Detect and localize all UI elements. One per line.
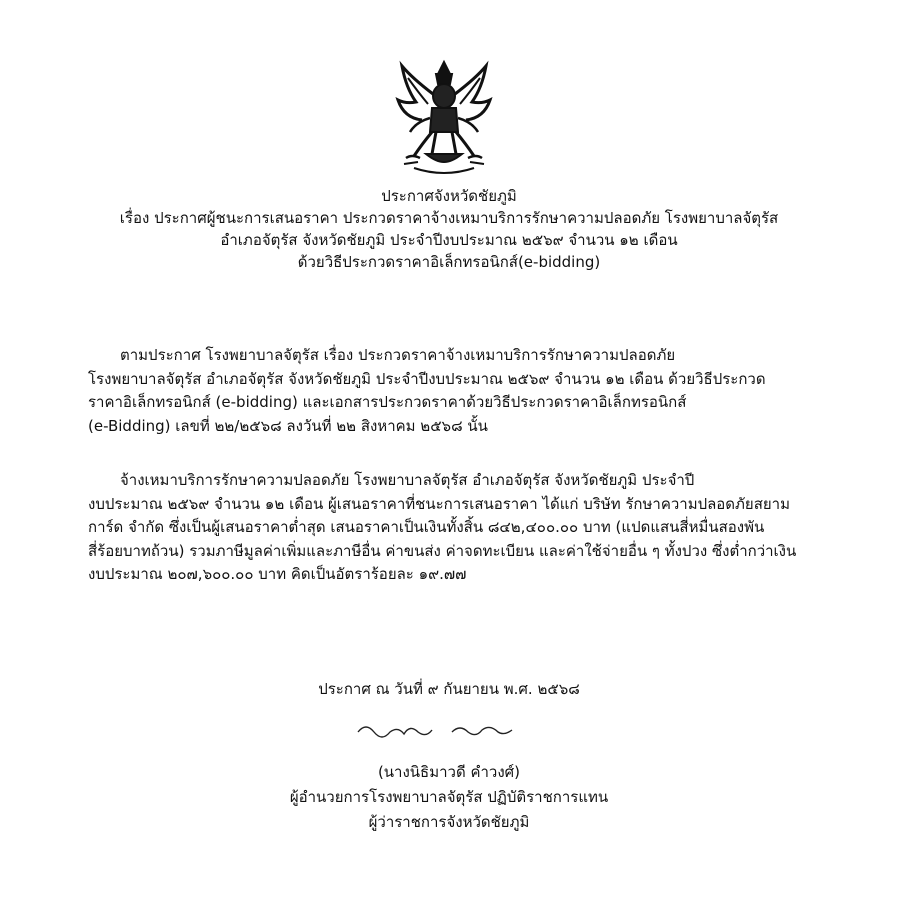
paragraph-2-line: จ้างเหมาบริการรักษาความปลอดภัย โรงพยาบาลจัตุรัส อำเภอจัตุรัส จังหวัดชัยภูมิ ประจำปี [120,471,695,489]
paragraph-2-line: สี่ร้อยบาทถ้วน) รวมภาษีมูลค่าเพิ่มและภาษีอื่น ค่าขนส่ง ค่าจดทะเบียน และค่าใช้จ่ายอื่น ๆ ทั้งปวง ซึ่งต่ำกว่าเงิน [88,541,797,560]
paragraph-1 [88,344,808,438]
paragraph-2 [88,469,808,587]
header-line-1: ประกาศจังหวัดชัยภูมิ [381,187,517,205]
paragraph-1-line: ตามประกาศ โรงพยาบาลจัตุรัส เรื่อง ประกวดราคาจ้างเหมาบริการรักษาความปลอดภัย [120,346,676,364]
paragraph-2-line: งบประมาณ ๒๕๖๙ จำนวน ๑๒ เดือน ผู้เสนอราคาที่ชนะการเสนอราคา ได้แก่ บริษัท รักษาความปลอดภัยสยาม [88,494,790,513]
handwritten-signature [352,716,532,744]
paragraph-2-line: งบประมาณ ๒๐๗,๖๐๐.๐๐ บาท คิดเป็นอัตราร้อยละ ๑๙.๗๗ [88,565,467,583]
signer-name: (นางนิธิมาวดี คำวงศ์) [377,763,521,781]
paragraph-1-line: โรงพยาบาลจัตุรัส อำเภอจัตุรัส จังหวัดชัยภูมิ ประจำปีงบประมาณ ๒๕๖๙ จำนวน ๑๒ เดือน ด้วยวิธีประกวด [88,369,766,388]
paragraph-1-line: ราคาอิเล็กทรอนิกส์ (e-bidding) และเอกสารประกวดราคาด้วยวิธีประกวดราคาอิเล็กทรอนิกส์ [88,393,687,411]
garuda-emblem-icon [392,58,496,180]
header-line-3: อำเภอจัตุรัส จังหวัดชัยภูมิ ประจำปีงบประมาณ ๒๕๖๙ จำนวน ๑๒ เดือน [220,231,678,249]
paragraph-1-line: (e-Bidding) เลขที่ ๒๒/๒๕๖๘ ลงวันที่ ๒๒ สิงหาคม ๒๕๖๘ นั้น [88,416,488,435]
announce-date: ประกาศ ณ วันที่ ๙ กันยายน พ.ศ. ๒๕๖๘ [318,680,580,698]
paragraph-2-line: การ์ด จำกัด ซึ่งเป็นผู้เสนอราคาต่ำสุด เสนอราคาเป็นเงินทั้งสิ้น ๘๔๒,๔๐๐.๐๐ บาท (แปดแสนสี่หมื่นสองพัน [88,518,765,536]
signer-position: ผู้อำนวยการโรงพยาบาลจัตุรัส ปฏิบัติราชการแทน [289,788,609,806]
header-line-4: ด้วยวิธีประกวดราคาอิเล็กทรอนิกส์(e-bidding) [297,253,601,271]
signer-position-2: ผู้ว่าราชการจังหวัดชัยภูมิ [368,813,530,831]
header-subject: เรื่อง ประกาศผู้ชนะการเสนอราคา ประกวดราคาจ้างเหมาบริการรักษาความปลอดภัย โรงพยาบาลจัตุรัส [119,209,779,227]
